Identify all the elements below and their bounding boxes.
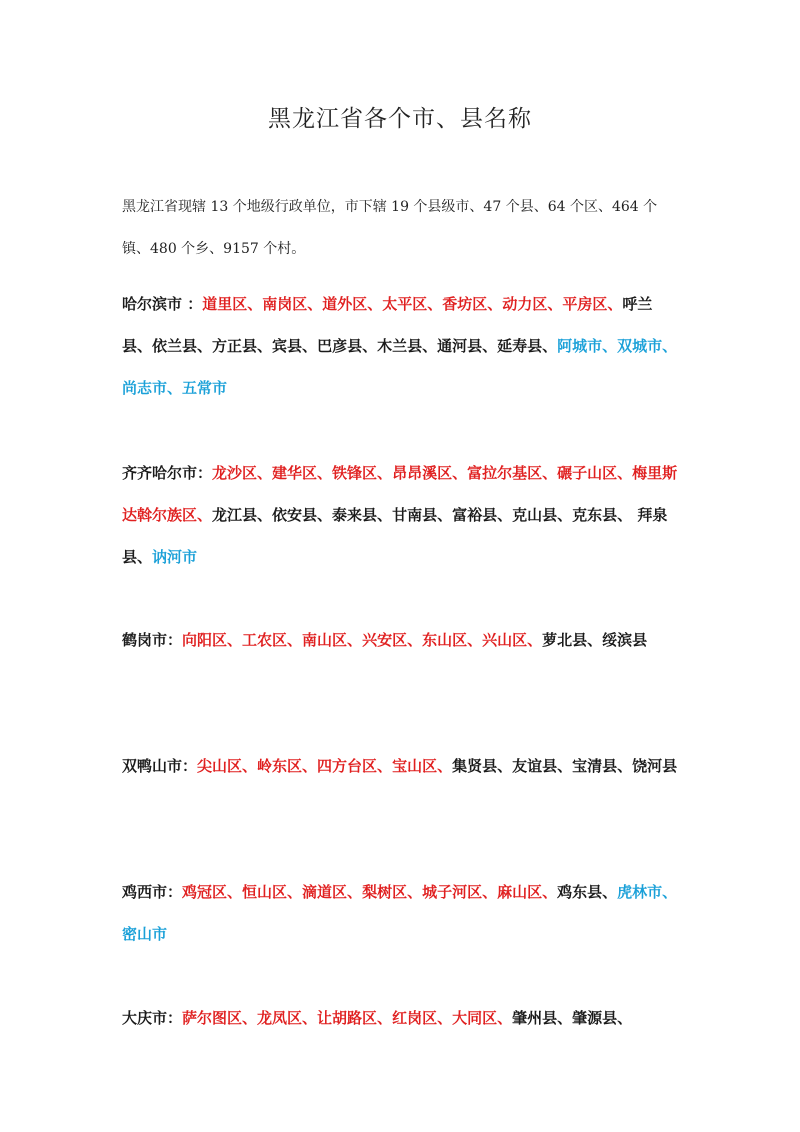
district-name: 龙凤区、 bbox=[257, 1009, 318, 1027]
district-name: 道外区、 bbox=[322, 295, 383, 313]
city-entry-qiqihar bbox=[122, 452, 682, 578]
district-name: 碾子山区、 bbox=[557, 464, 633, 482]
district-name: 南岗区、 bbox=[262, 295, 323, 313]
county-city-name: 双城市、 bbox=[617, 337, 678, 355]
county-name: 肇州县、 bbox=[512, 1009, 573, 1027]
district-name: 兴山区、 bbox=[482, 631, 543, 649]
district-name: 红岗区、 bbox=[392, 1009, 453, 1027]
county-name: 通河县、 bbox=[437, 337, 498, 355]
city-label: 鸡西市： bbox=[122, 883, 183, 901]
county-name: 依安县、 bbox=[272, 506, 333, 524]
district-name: 四方台区、 bbox=[317, 757, 393, 775]
district-name: 工农区、 bbox=[242, 631, 303, 649]
county-name: 肇源县、 bbox=[572, 1009, 633, 1027]
city-entry-shuangyashan bbox=[122, 745, 682, 787]
county-name: 萝北县、 bbox=[542, 631, 603, 649]
district-name: 平房区、 bbox=[562, 295, 623, 313]
city-entry-harbin bbox=[122, 283, 682, 409]
county-name: 富裕县、 bbox=[452, 506, 513, 524]
county-city-name: 阿城市、 bbox=[557, 337, 618, 355]
county-name: 友谊县、 bbox=[512, 757, 573, 775]
county-name: 集贤县、 bbox=[452, 757, 513, 775]
district-name: 恒山区、 bbox=[242, 883, 303, 901]
city-label: 大庆市： bbox=[122, 1009, 183, 1027]
county-name: 绥滨县 bbox=[602, 631, 648, 649]
city-label: 双鸭山市： bbox=[122, 757, 198, 775]
county-name: 克东县、 bbox=[572, 506, 638, 524]
city-label: 哈尔滨市 ： bbox=[122, 295, 203, 313]
city-entry-daqing bbox=[122, 997, 682, 1039]
county-name: 龙江县、 bbox=[212, 506, 273, 524]
county-name: 木兰县、 bbox=[377, 337, 438, 355]
county-city-name: 密山市 bbox=[122, 925, 168, 943]
district-name: 昂昂溪区、 bbox=[392, 464, 468, 482]
county-name: 鸡东县、 bbox=[557, 883, 618, 901]
county-name: 宝清县、 bbox=[572, 757, 633, 775]
district-name: 动力区、 bbox=[502, 295, 563, 313]
county-name: 延寿县、 bbox=[497, 337, 558, 355]
county-name: 泰来县、 bbox=[332, 506, 393, 524]
district-name: 向阳区、 bbox=[182, 631, 243, 649]
county-name: 甘南县、 bbox=[392, 506, 453, 524]
city-entry-hegang bbox=[122, 619, 682, 661]
district-name: 大同区、 bbox=[452, 1009, 513, 1027]
district-name: 麻山区、 bbox=[497, 883, 558, 901]
district-name: 南山区、 bbox=[302, 631, 363, 649]
county-city-name: 虎林市、 bbox=[617, 883, 678, 901]
district-name: 道里区、 bbox=[202, 295, 263, 313]
county-name: 方正县、 bbox=[212, 337, 273, 355]
district-name: 建华区、 bbox=[272, 464, 333, 482]
district-name: 龙沙区、 bbox=[212, 464, 273, 482]
district-name: 东山区、 bbox=[422, 631, 483, 649]
district-name: 岭东区、 bbox=[257, 757, 318, 775]
district-name: 萨尔图区、 bbox=[182, 1009, 258, 1027]
district-name: 太平区、 bbox=[382, 295, 443, 313]
district-name: 富拉尔基区、 bbox=[467, 464, 558, 482]
district-name: 梅里斯达斡尔族区、 bbox=[122, 464, 678, 524]
county-name: 依兰县、 bbox=[152, 337, 213, 355]
district-name: 鸡冠区、 bbox=[182, 883, 243, 901]
district-name: 城子河区、 bbox=[422, 883, 498, 901]
county-name: 巴彦县、 bbox=[317, 337, 378, 355]
district-name: 宝山区、 bbox=[392, 757, 453, 775]
document-title: 黑龙江省各个市、县名称 bbox=[268, 106, 532, 132]
district-name: 兴安区、 bbox=[362, 631, 423, 649]
county-name: 饶河县 bbox=[632, 757, 678, 775]
district-name: 香坊区、 bbox=[442, 295, 503, 313]
district-name: 梨树区、 bbox=[362, 883, 423, 901]
city-label: 鹤岗市： bbox=[122, 631, 183, 649]
county-name: 呼兰县、 bbox=[122, 295, 653, 355]
city-entry-jixi bbox=[122, 871, 682, 955]
county-city-name: 五常市 bbox=[182, 379, 228, 397]
district-name: 让胡路区、 bbox=[317, 1009, 393, 1027]
city-label: 齐齐哈尔市： bbox=[122, 464, 213, 482]
county-name: 拜泉县、 bbox=[122, 506, 668, 566]
county-name: 克山县、 bbox=[512, 506, 573, 524]
county-city-name: 尚志市、 bbox=[122, 379, 183, 397]
district-name: 滴道区、 bbox=[302, 883, 363, 901]
district-name: 尖山区、 bbox=[197, 757, 258, 775]
district-name: 铁锋区、 bbox=[332, 464, 393, 482]
county-city-name: 讷河市 bbox=[152, 548, 198, 566]
county-name: 宾县、 bbox=[272, 337, 318, 355]
intro-paragraph: 黑龙江省现辖 13 个地级行政单位，市下辖 19 个县级市、47 个县、64 个区、464 个镇、480 个乡、9157 个村。 bbox=[122, 199, 658, 257]
